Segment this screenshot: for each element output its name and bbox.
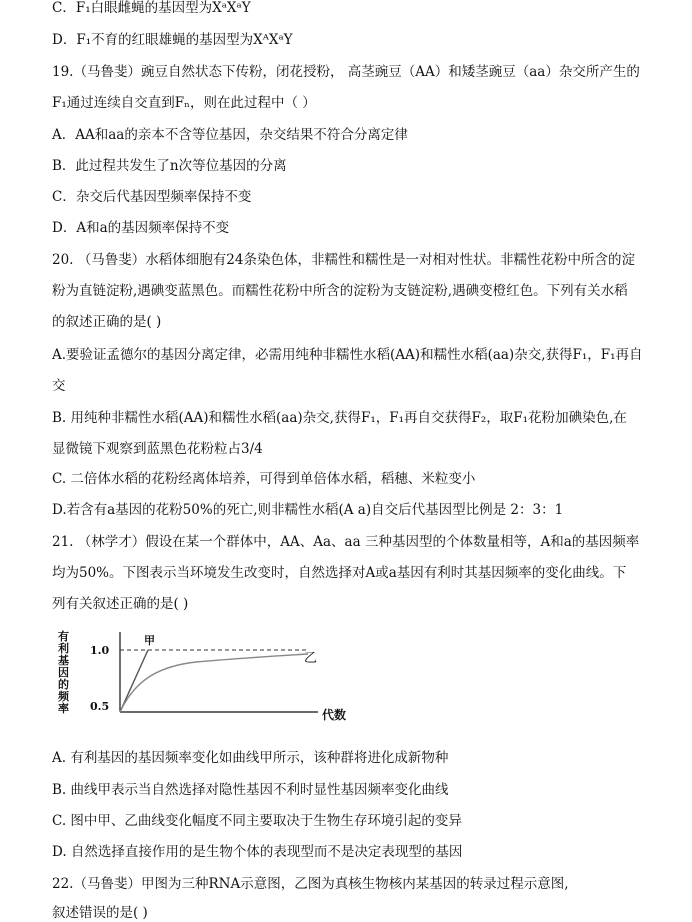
q22-stem-line-1: 22.（马鲁斐）甲图为三种RNA示意图，乙图为真核生物核内某基因的转录过程示意图, xyxy=(52,876,569,892)
q21-stem-line-3: 列有关叙述正确的是( ) xyxy=(52,596,189,612)
y-axis-label xyxy=(57,629,70,715)
q21-option-c: C. 图中甲、乙曲线变化幅度不同主要取决于生物生存环境引起的变异 xyxy=(52,813,462,829)
tick-label-1-0: 1.0 xyxy=(90,644,110,657)
q19-stem-line-1: 19.（马鲁斐）豌豆自然状态下传粉，闭花授粉， 高茎豌豆（AA）和矮茎豌豆（aa）杂交所产生的 xyxy=(52,64,640,80)
y-axis-label-char: 的 xyxy=(58,678,69,691)
q21-option-d: D. 自然选择直接作用的是生物个体的表现型而不是决定表现型的基因 xyxy=(52,844,463,860)
q21-stem-line-1: 21. （林学才）假设在某一个群体中，AA、Aa、aa 三种基因型的个体数量相等，A和a的基因频率 xyxy=(52,534,640,550)
q20-option-a-line-1: A.要验证孟德尔的基因分离定律，必需用纯种非糯性水稻(AA)和糯性水稻(aa)杂交,获得F₁，F₁再自 xyxy=(52,347,643,363)
q20-option-b-line-2: 显微镜下观察到蓝黑色花粉粒占3/4 xyxy=(52,441,263,457)
curve-yi xyxy=(120,654,308,712)
y-axis-label-char: 基 xyxy=(58,654,69,667)
q20-stem-line-2: 粉为直链淀粉,遇碘变蓝黑色。而糯性花粉中所含的淀粉为支链淀粉,遇碘变橙红色。下列有关水稻 xyxy=(52,283,628,299)
curve-jia-label: 甲 xyxy=(144,634,155,647)
tick-label-0-5: 0.5 xyxy=(90,700,110,713)
q20-option-d: D.若含有a基因的花粉50%的死亡,则非糯性水稻(A a)自交后代基因型比例是 2：3：1 xyxy=(52,502,564,518)
q22-stem-line-2: 叙述错误的是( ) xyxy=(52,905,148,921)
q19-option-c: C．杂交后代基因型频率保持不变 xyxy=(52,189,252,205)
q19-option-b: B．此过程共发生了n次等位基因的分离 xyxy=(52,158,287,174)
y-axis-label-char: 利 xyxy=(58,642,69,655)
curve-yi-label: 乙 xyxy=(304,651,318,666)
gene-frequency-figure xyxy=(56,628,366,728)
q21-option-a: A. 有利基因的基因频率变化如曲线甲所示，该种群将进化成新物种 xyxy=(52,750,449,766)
y-axis-label-char: 率 xyxy=(58,702,69,715)
q18-option-d: D．F₁不育的红眼雄蝇的基因型为XᴬXᵃY xyxy=(52,32,293,48)
q20-stem-line-1: 20. （马鲁斐）水稻体细胞有24条染色体，非糯性和糯性是一对相对性状。非糯性花粉中所含的淀 xyxy=(52,252,635,268)
q19-option-d: D．A和a的基因频率保持不变 xyxy=(52,220,230,236)
q18-option-c: C．F₁白眼雌蝇的基因型为XᵃXᵃY xyxy=(52,0,251,16)
q20-option-a-line-2: 交 xyxy=(52,378,66,394)
q21-option-b: B. 曲线甲表示当自然选择对隐性基因不利时显性基因频率变化曲线 xyxy=(52,782,449,798)
x-axis-label: 代数 xyxy=(322,708,347,722)
q20-stem-line-3: 的叙述正确的是( ) xyxy=(52,314,162,330)
q19-option-a: A．AA和aa的亲本不含等位基因，杂交结果不符合分离定律 xyxy=(52,127,408,143)
y-axis-label-char: 频 xyxy=(58,690,69,703)
q20-option-b-line-1: B. 用纯种非糯性水稻(AA)和糯性水稻(aa)杂交,获得F₁，F₁再自交获得F₂，取F₁花粉加碘染色,在 xyxy=(52,410,627,426)
q21-stem-line-2: 均为50%。下图表示当环境发生改变时，自然选择对A或a基因有利时其基因频率的变化曲线。下 xyxy=(52,565,627,581)
q20-option-c: C. 二倍体水稻的花粉经离体培养，可得到单倍体水稻，稻穗、米粒变小 xyxy=(52,471,476,487)
q19-stem-line-2: F₁通过连续自交直到Fₙ，则在此过程中（ ） xyxy=(52,95,316,111)
y-axis-label-char: 有 xyxy=(58,630,69,643)
y-axis-label-char: 因 xyxy=(58,666,69,679)
